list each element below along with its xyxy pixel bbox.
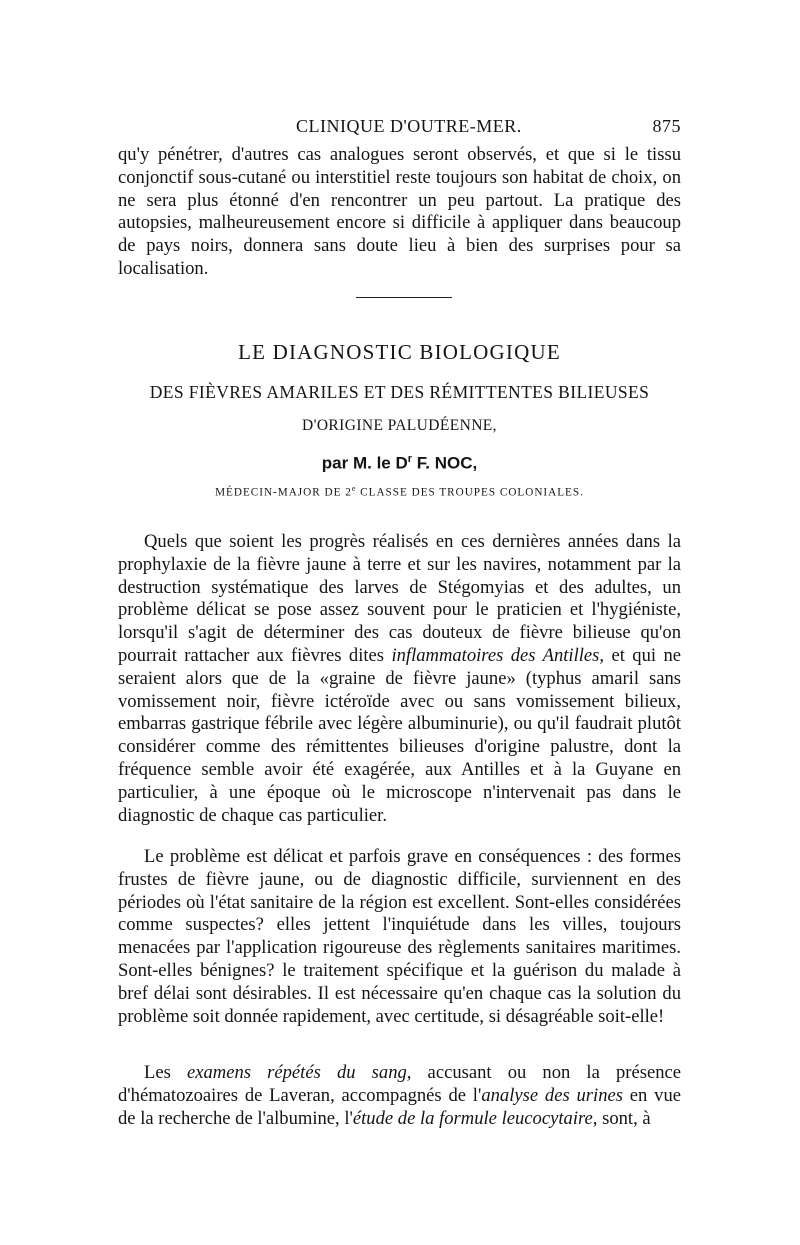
author-byline xyxy=(118,453,681,474)
paragraph3-text-a: Les xyxy=(144,1062,187,1083)
paragraph3-text-d: sont, à xyxy=(597,1107,651,1129)
paragraph3-italic-3: étude de la formule leucocytaire, xyxy=(352,1107,598,1129)
affiliation-superscript: e xyxy=(351,484,357,493)
author-affiliation xyxy=(118,484,681,499)
continued-paragraph: qu'y pénétrer, d'autres cas analogues seront observés, et que si le tissu conjonctif sous-cutané ou interstitiel reste toujours son habitat de choix, on ne sera plus étonné d'en rencontrer un peu partout. La pratique des autopsies, malheureusement encore si difficile à appliquer dans beaucoup de pays noirs, donnera sans doute lieu à bien des surprises pour sa localisation. xyxy=(118,144,681,279)
affiliation-suffix: CLASSE DES TROUPES COLONIALES. xyxy=(356,486,584,499)
paragraph1-text-b: et qui ne seraient alors que de la «graine de fièvre jaune» (typhus amaril sans vomissement noir, fièvre ictéroïde avec ou sans vomissement bilieux, embarras gastrique fébrile avec légère albuminurie), ou qu'il faudrait plutôt considérer comme des rémittentes bilieuses d'origine palustre, dont la fréquence semble avoir été exagérée, aux Antilles et à la Guyane en particulier, à une époque où le microscope n'intervenait pas dans le diagnostic de chaque cas particulier. xyxy=(118,644,681,826)
paragraph3-italic-2: analyse des urines xyxy=(481,1084,623,1106)
running-header xyxy=(118,116,681,140)
affiliation-prefix: MÉDECIN-MAJOR DE 2 xyxy=(215,486,352,499)
body-paragraph-1 xyxy=(118,531,681,827)
paragraph1-text-a: Quels que soient les progrès réalisés en ces dernières années dans la prophylaxie de la fièvre jaune à terre et sur les navires, notamment par la destruction systématique des larves de Stégomyias et des adultes, un problème délicat se pose assez souvent pour le praticien et l'hygiéniste, lorsqu'il s'agit de déterminer des cas douteux de fièvre bilieuse qu'on pourrait rattacher aux fièvres dites xyxy=(118,531,681,666)
byline-superscript: r xyxy=(407,453,413,465)
running-title: CLINIQUE D'OUTRE-MER. xyxy=(296,116,522,136)
paragraph3-text-c: en vue de la recherche de l'albumine, l' xyxy=(118,1084,681,1129)
page-number: 875 xyxy=(652,116,681,136)
author-name: F. NOC, xyxy=(412,453,478,473)
body-paragraph-3 xyxy=(118,1062,681,1130)
paragraph3-italic-1: examens répétés du sang, xyxy=(186,1062,412,1083)
article-title: LE DIAGNOSTIC BIOLOGIQUE xyxy=(238,340,561,364)
paragraph1-italic-term: inflammatoires des Antilles, xyxy=(391,644,605,666)
article-subtitle-continued: D'ORIGINE PALUDÉENNE, xyxy=(302,417,497,434)
section-divider xyxy=(356,297,452,298)
article-subtitle: DES FIÈVRES AMARILES ET DES RÉMITTENTES BILIEUSES xyxy=(149,382,650,402)
byline-prefix: par M. le D xyxy=(321,453,408,473)
paragraph3-text-b: accusant ou non la présence d'hématozoaires de Laveran, accompagnés de l' xyxy=(118,1062,682,1106)
body-paragraph-2: Le problème est délicat et parfois grave en conséquences : des formes frustes de fièvre jaune, ou de diagnostic difficile, surviennent en des périodes où l'état sanitaire de la région est excellent. Sont-elles considérées comme suspectes? elles jettent l'inquiétude dans les villes, toujours menacées par l'application rigoureuse des règlements sanitaires maritimes. Sont-elles bénignes? le traitement spécifique et la guérison du malade à bref délai sont désirables. Il est nécessaire qu'en chaque cas la solution du problème soit donnée rapidement, avec certitude, si désagréable soit-elle! xyxy=(118,846,681,1027)
